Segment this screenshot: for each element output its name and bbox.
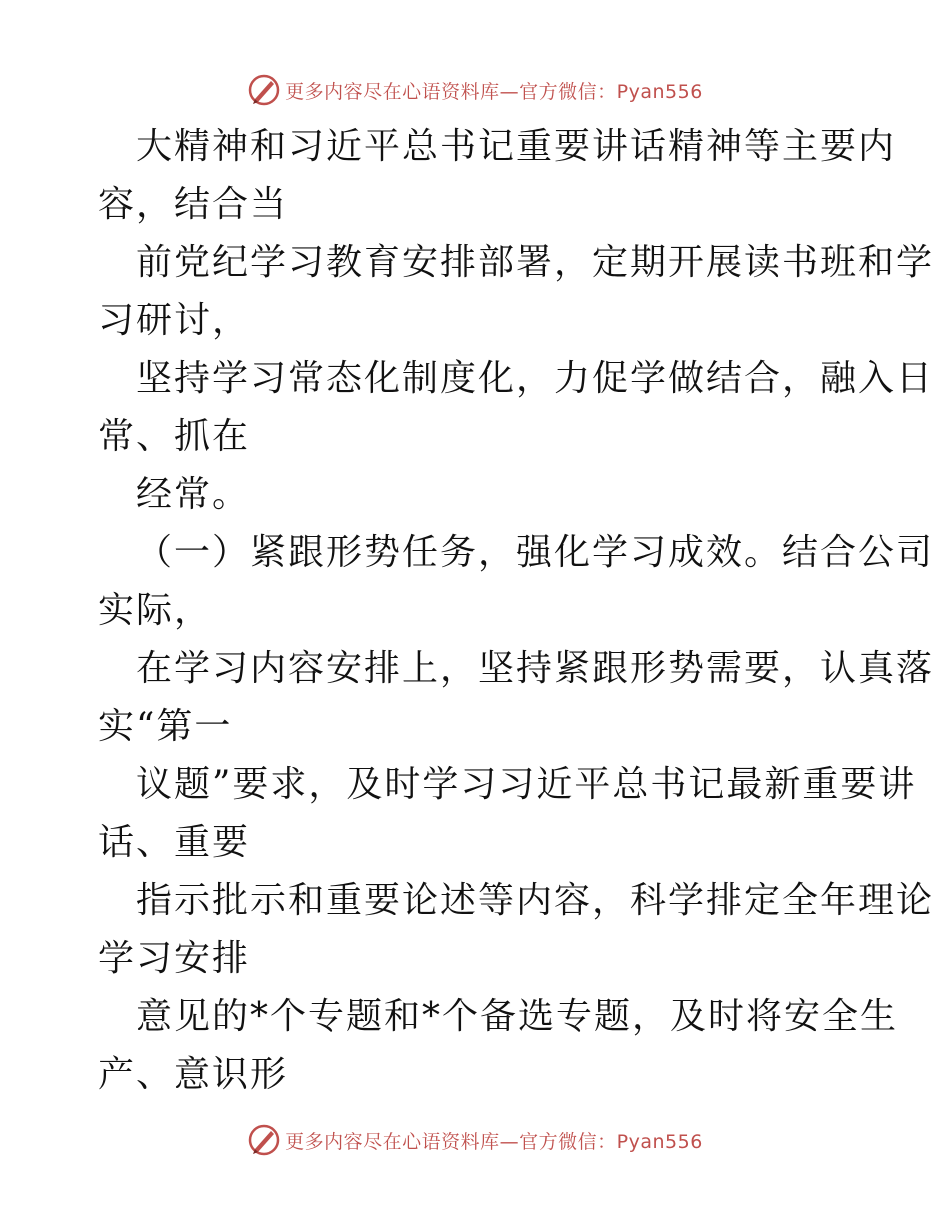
text-line: 大精神和习近平总书记重要讲话精神等主要内 — [136, 126, 897, 167]
text-line: 学习安排 — [98, 938, 251, 979]
document-body — [98, 118, 935, 1104]
pen-logo-icon — [247, 73, 281, 107]
watermark-header — [0, 70, 950, 110]
text-line: 坚持学习常态化制度化，力促学做结合，融入日 — [136, 358, 935, 399]
text-line: 容，结合当 — [98, 184, 289, 225]
text-line: 在学习内容安排上，坚持紧跟形势需要，认真落 — [136, 648, 935, 689]
text-line: 前党纪学习教育安排部署，定期开展读书班和学 — [136, 242, 935, 283]
text-line: 实“第一 — [98, 706, 233, 747]
pen-logo-icon — [247, 1123, 281, 1157]
watermark-footer — [0, 1120, 950, 1160]
text-line: 习研讨， — [98, 300, 251, 341]
text-line: 话、重要 — [98, 822, 251, 863]
text-line: 议题”要求，及时学习习近平总书记最新重要讲 — [136, 764, 917, 805]
text-line: 经常。 — [136, 474, 251, 515]
text-line: 常、抓在 — [98, 416, 251, 457]
text-line: 指示批示和重要论述等内容，科学排定全年理论 — [136, 880, 935, 921]
text-line: （一）紧跟形势任务，强化学习成效。结合公司 — [136, 532, 935, 573]
text-line: 意见的*个专题和*个备选专题，及时将安全生 — [136, 996, 899, 1037]
text-line: 产、意识形 — [98, 1054, 289, 1095]
text-line: 实际， — [98, 590, 213, 631]
watermark-text: 更多内容尽在心语资料库—官方微信：Pyan556 — [285, 1130, 703, 1153]
watermark-text: 更多内容尽在心语资料库—官方微信：Pyan556 — [285, 80, 703, 103]
